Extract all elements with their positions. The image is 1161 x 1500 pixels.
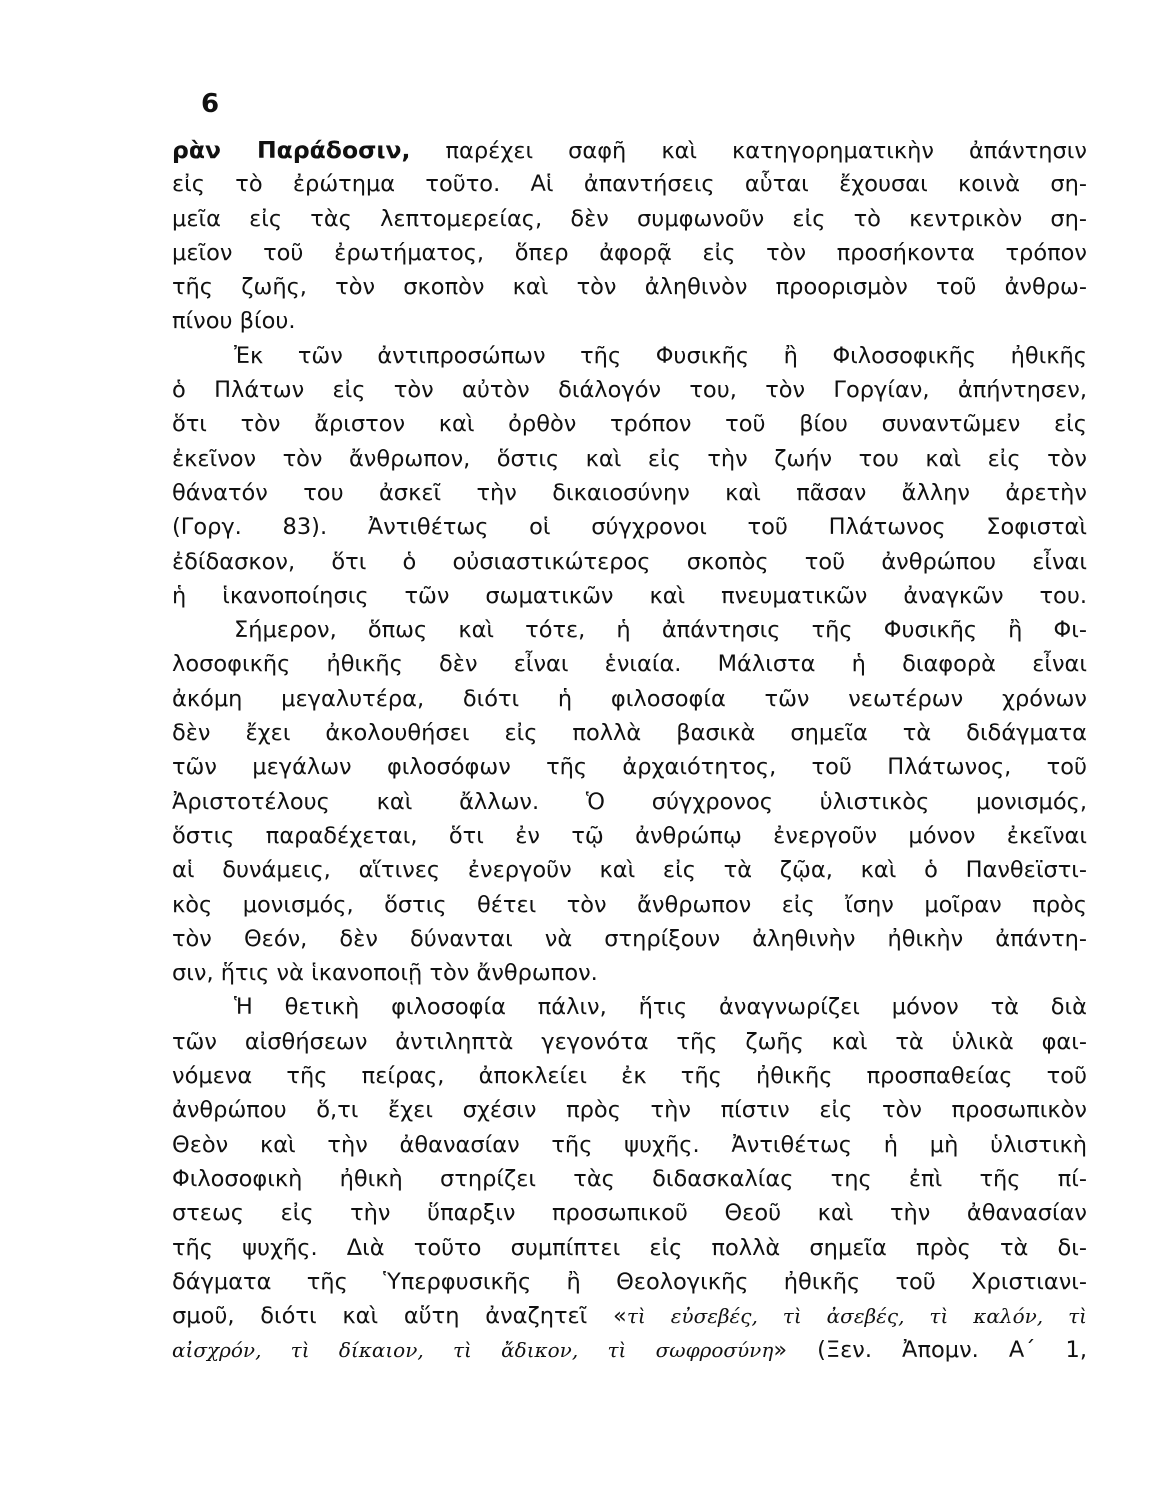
text-line: δὲν ἔχει ἀκολουθήσει εἰς πολλὰ βασικὰ σημεῖα τὰ διδάγματα <box>172 720 1087 747</box>
text-line: ὁ Πλάτων εἰς τὸν αὐτὸν διάλογόν του, τὸν Γοργίαν, ἀπήντησεν, <box>172 377 1087 404</box>
text-line: νόμενα τῆς πείρας, ἀποκλείει ἐκ τῆς ἠθικῆς προσπαθείας τοῦ <box>172 1063 1087 1090</box>
text-line: πίνου βίου. <box>172 308 296 335</box>
text-line: ἀνθρώπου ὅ,τι ἔχει σχέσιν πρὸς τὴν πίστιν εἰς τὸν προσωπικὸν <box>172 1097 1087 1124</box>
text-line <box>172 133 1087 167</box>
text-line: μεῖα εἰς τὰς λεπτομερείας, δὲν συμφωνοῦν εἰς τὸ κεντρικὸν ση- <box>172 205 1087 232</box>
text-line: κὸς μονισμός, ὅστις θέτει τὸν ἄνθρωπον εἰς ἴσην μοῖραν πρὸς <box>172 891 1087 918</box>
text-line: λοσοφικῆς ἠθικῆς δὲν εἶναι ἑνιαία. Μάλιστα ἡ διαφορὰ εἶναι <box>172 651 1087 678</box>
text-segment: » (Ξεν. Ἀπομν. Α΄ 1, <box>773 1337 1087 1364</box>
text-line: τὸν Θεόν, δὲν δύνανται νὰ στηρίξουν ἀληθινὴν ἠθικὴν ἀπάντη- <box>172 925 1087 952</box>
text-line: Ἀριστοτέλους καὶ ἄλλων. Ὁ σύγχρονος ὑλιστικὸς μονισμός, <box>172 788 1087 815</box>
text-line: ὅστις παραδέχεται, ὅτι ἐν τῷ ἀνθρώπῳ ἐνεργοῦν μόνον ἐκεῖναι <box>172 822 1087 849</box>
paragraph-first-line: Ἐκ τῶν ἀντιπροσώπων τῆς Φυσικῆς ἢ Φιλοσοφικῆς ἠθικῆς <box>234 342 1087 369</box>
quoted-phrase: αἰσχρόν, τὶ δίκαιον, τὶ ἄδικον, τὶ σωφροσύνη <box>172 1338 774 1363</box>
text-line: μεῖον τοῦ ἐρωτήματος, ὅπερ ἀφορᾷ εἰς τὸν προσήκοντα τρόπον <box>172 239 1087 266</box>
paragraph-first-line: Σήμερον, ὅπως καὶ τότε, ἡ ἀπάντησις τῆς Φυσικῆς ἢ Φι- <box>234 617 1087 644</box>
text-line: τῆς ζωῆς, τὸν σκοπὸν καὶ τὸν ἀληθινὸν προορισμὸν τοῦ ἀνθρω- <box>172 274 1087 301</box>
quoted-phrase: τὶ εὐσεβές, τὶ ἀσεβές, τὶ καλόν, τὶ <box>626 1304 1087 1329</box>
text-line: τῆς ψυχῆς. Διὰ τοῦτο συμπίπτει εἰς πολλὰ σημεῖα πρὸς τὰ δι- <box>172 1234 1087 1261</box>
text-line: ἐκεῖνον τὸν ἄνθρωπον, ὅστις καὶ εἰς τὴν ζωήν του καὶ εἰς τὸν <box>172 445 1087 472</box>
text-line: ἀκόμη μεγαλυτέρα, διότι ἡ φιλοσοφία τῶν νεωτέρων χρόνων <box>172 685 1087 712</box>
text-line <box>172 1299 1087 1333</box>
text-segment: παρέχει σαφῆ καὶ κατηγορηματικὴν ἀπάντησιν <box>410 138 1087 164</box>
body-text <box>172 133 1087 1368</box>
text-line: τῶν μεγάλων φιλοσόφων τῆς ἀρχαιότητος, τοῦ Πλάτωνος, τοῦ <box>172 754 1087 781</box>
text-line: Φιλοσοφικὴ ἠθικὴ στηρίζει τὰς διδασκαλίας της ἐπὶ τῆς πί- <box>172 1165 1087 1192</box>
text-line: εἰς τὸ ἐρώτημα τοῦτο. Αἱ ἀπαντήσεις αὗται ἔχουσαι κοινὰ ση- <box>172 171 1087 198</box>
text-line: τῶν αἰσθήσεων ἀντιληπτὰ γεγονότα τῆς ζωῆς καὶ τὰ ὑλικὰ φαι- <box>172 1028 1087 1055</box>
text-line: θάνατόν του ἀσκεῖ τὴν δικαιοσύνην καὶ πᾶσαν ἄλλην ἀρετὴν <box>172 479 1087 506</box>
text-line: ἐδίδασκον, ὅτι ὁ οὐσιαστικώτερος σκοπὸς τοῦ ἀνθρώπου εἶναι <box>172 548 1087 575</box>
text-line: στεως εἰς τὴν ὕπαρξιν προσωπικοῦ Θεοῦ καὶ τὴν ἀθανασίαν <box>172 1200 1087 1227</box>
text-line: αἱ δυνάμεις, αἵτινες ἐνεργοῦν καὶ εἰς τὰ ζῷα, καὶ ὁ Πανθεϊστι- <box>172 857 1087 884</box>
text-line <box>172 1333 1087 1367</box>
text-line: ὅτι τὸν ἄριστον καὶ ὀρθὸν τρόπον τοῦ βίου συναντῶμεν εἰς <box>172 411 1087 438</box>
text-line: Θεὸν καὶ τὴν ἀθανασίαν τῆς ψυχῆς. Ἀντιθέτως ἡ μὴ ὑλιστικὴ <box>172 1131 1087 1158</box>
text-line: σιν, ἥτις νὰ ἱκανοποιῇ τὸν ἄνθρωπον. <box>172 960 598 987</box>
text-line: (Γοργ. 83). Ἀντιθέτως οἱ σύγχρονοι τοῦ Πλάτωνος Σοφισταὶ <box>172 514 1087 541</box>
page-number: 6 <box>201 89 220 119</box>
text-segment: σμοῦ, διότι καὶ αὕτη ἀναζητεῖ « <box>172 1303 627 1330</box>
text-line: ἡ ἱκανοποίησις τῶν σωματικῶν καὶ πνευματικῶν ἀναγκῶν του. <box>172 582 1087 609</box>
paragraph-first-line: Ἡ θετικὴ φιλοσοφία πάλιν, ἥτις ἀναγνωρίζει μόνον τὰ διὰ <box>234 994 1087 1021</box>
bold-lead-word: ρὰν Παράδοσιν, <box>172 136 411 164</box>
text-line: δάγματα τῆς Ὑπερφυσικῆς ἢ Θεολογικῆς ἠθικῆς τοῦ Χριστιανι- <box>172 1268 1087 1295</box>
